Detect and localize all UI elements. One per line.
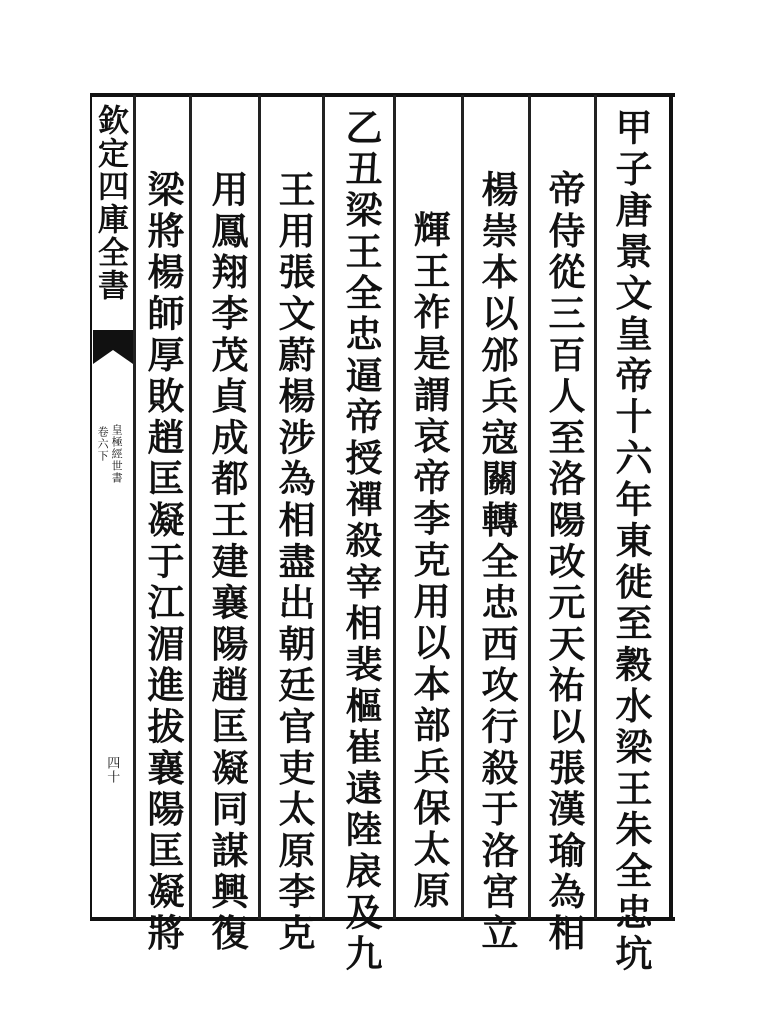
margin-column-divider [133,95,136,919]
column-divider [528,95,531,919]
text-column-3: 楊崇本以邠兵寇關轉全忠西攻行殺于洛宮立 [475,170,519,955]
frame-right-border [669,93,673,921]
column-divider [322,95,325,919]
volume-label: 卷六下 [96,426,110,462]
column-divider [461,95,464,919]
text-column-2: 帝侍從三百人至洛陽改元天祐以張漢瑜為相 [542,170,586,955]
text-column-1: 甲子唐景文皇帝十六年東徙至穀水梁王朱全忠坑 [609,108,653,976]
column-divider [393,95,396,919]
column-divider [594,95,597,919]
fishtail-mark [93,330,133,370]
page-number: 四十 [104,756,120,784]
text-column-5: 乙丑梁王全忠逼帝授禪殺宰相裴樞崔遠陸扆及九 [339,108,383,976]
text-column-7: 用鳳翔李茂貞成都王建襄陽趙匡凝同謀興復 [205,170,249,955]
book-title: 欽定四庫全書 [92,104,128,302]
text-column-6: 王用張文蔚楊涉為相盡出朝廷官吏太原李克 [272,170,316,955]
work-title-label: 皇極經世書 [110,424,124,484]
column-divider [258,95,261,919]
text-column-4: 輝王祚是謂哀帝李克用以本部兵保太原 [407,210,451,913]
frame-top-border [90,93,675,97]
text-column-8: 梁將楊師厚敗趙匡凝于江湄進拔襄陽匡凝將 [141,170,185,955]
column-divider [189,95,192,919]
